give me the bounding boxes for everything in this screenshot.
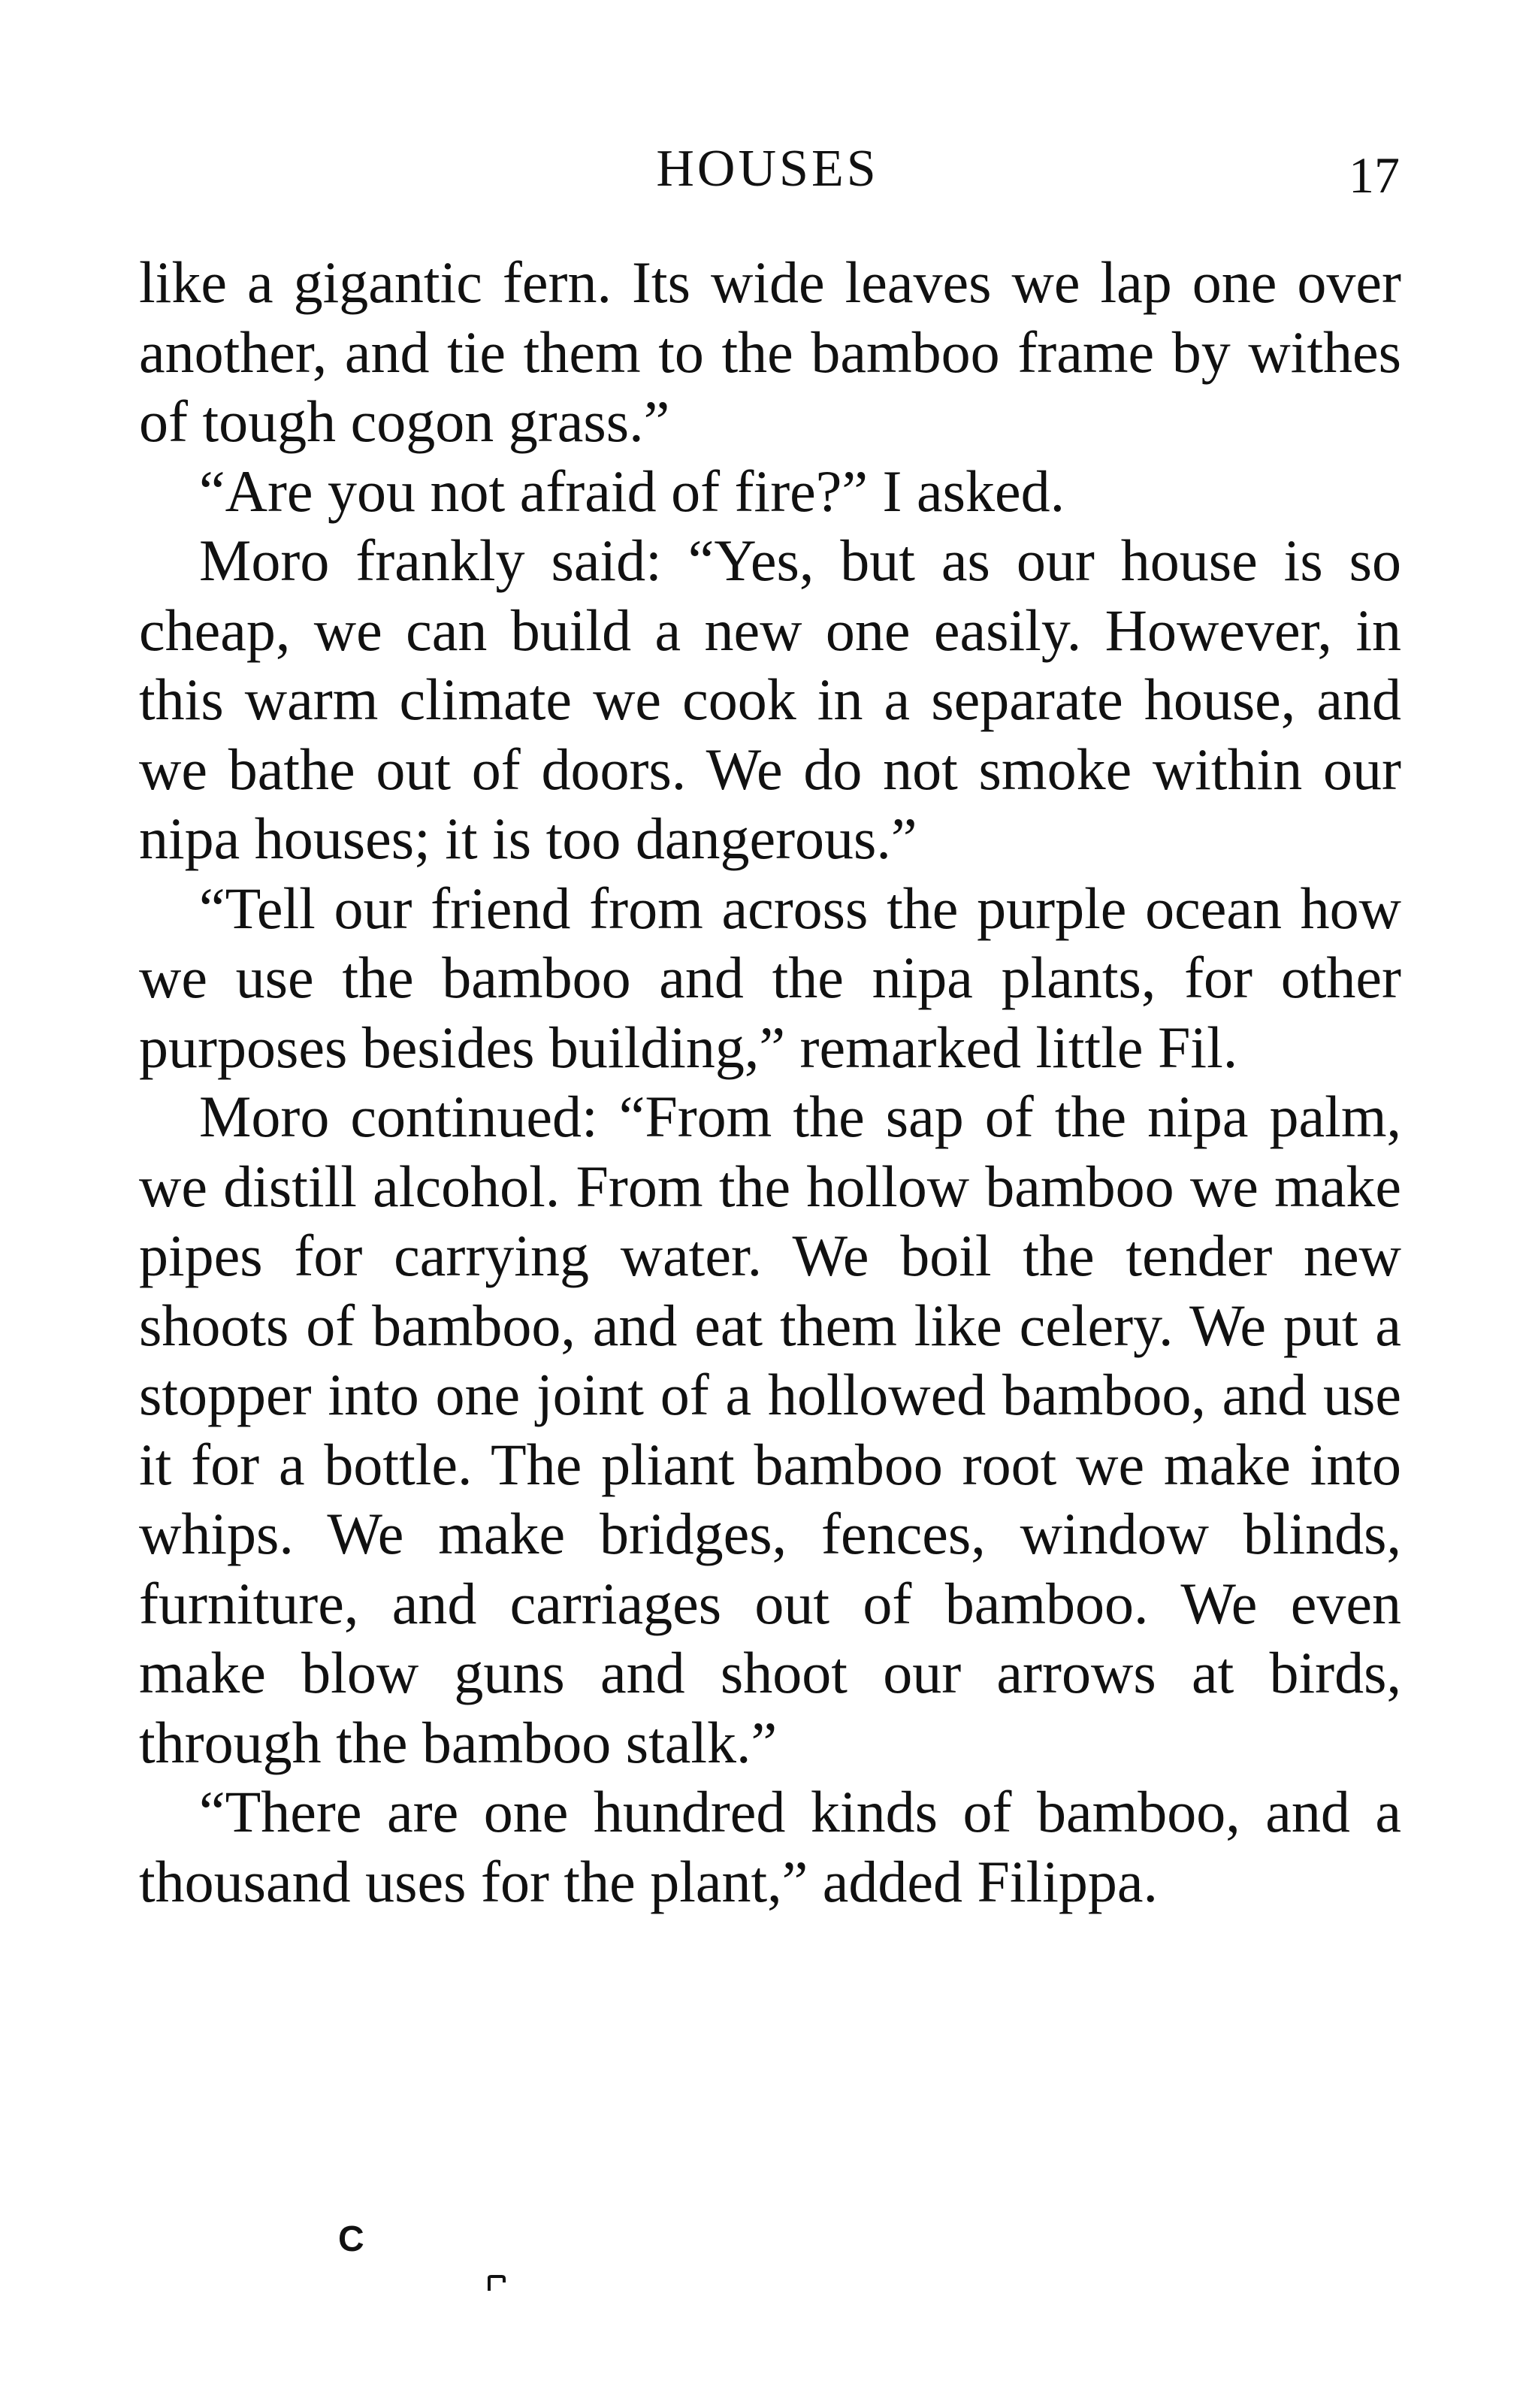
paragraph: like a gigantic fern. Its wide leaves we lap one over another, and tie them to the bamboo frame by withes of tough cogon grass.”: [139, 250, 1401, 454]
paragraph: “There are one hundred kinds of bamboo, and a thousand uses for the plant,” added Filippa.: [139, 1779, 1401, 1914]
paragraph: “Tell our friend from across the purple ocean how we use the bamboo and the nipa plants, for other purposes besides building,” remarked little Fil.: [139, 875, 1401, 1080]
running-head: [0, 139, 1535, 204]
paragraph: Moro continued: “From the sap of the nipa palm, we distill alcohol. From the hollow bamboo we make pipes for carrying water. We boil the tender new shoots of bamboo, and eat them like celery. We put a stopper into one joint of a hollowed bamboo, and use it for a bottle. The pliant bamboo root we make into whips. We make bridges, fences, window blinds, furniture, and carriages out of bamboo. We even make blow guns and shoot our arrows at birds, through the bamboo stalk.”: [139, 1084, 1401, 1775]
paragraph: “Are you not afraid of fire?” I asked.: [199, 458, 1065, 524]
page-number: 17: [1349, 147, 1400, 204]
printer-mark-icon: [487, 2275, 506, 2292]
signature-mark: C: [338, 2219, 364, 2259]
body-text: [139, 248, 1401, 1916]
running-title: HOUSES: [656, 140, 879, 198]
paragraph: Moro frankly said: “Yes, but as our house is so cheap, we can build a new one easily. However, in this warm climate we cook in a separate house, and we bathe out of doors. We do not smoke within our nipa houses; it is too dangerous.”: [139, 528, 1401, 871]
